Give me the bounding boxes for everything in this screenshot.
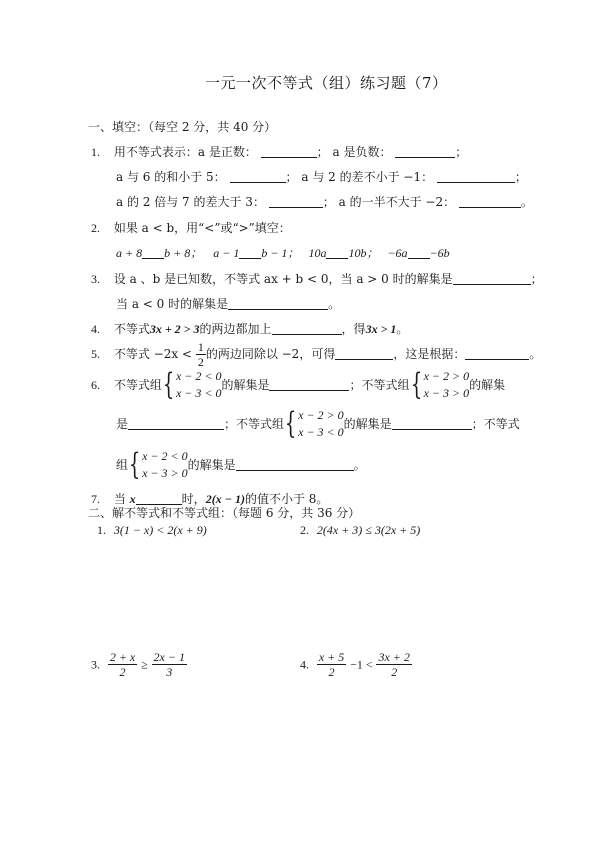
expression: x xyxy=(129,492,136,506)
expression: a − 1 xyxy=(213,246,240,260)
punctuation: 。 xyxy=(396,322,409,336)
question-3-line-1: 3. 设 a 、b 是已知数，不等式 ax + b < 0，当 a > 0 时的解集是 ； xyxy=(91,272,543,286)
question-text: 是 xyxy=(116,417,129,431)
question-text: a 与 2 的差不小于 −1： xyxy=(301,170,434,184)
question-number: 2. xyxy=(91,221,100,235)
question-text: 不等式组 xyxy=(113,378,162,392)
question-7 xyxy=(91,493,328,505)
answer-blank[interactable] xyxy=(128,418,224,430)
question-5 xyxy=(91,340,541,369)
expression: a + 8 xyxy=(116,246,143,260)
answer-blank[interactable] xyxy=(335,348,393,360)
question-number: 6. xyxy=(91,378,100,392)
question-text: 的两边同除以 −2，可得 xyxy=(205,347,336,361)
question-text: a 与 6 的和小于 5： xyxy=(116,170,226,184)
question-text: 当 a < 0 时的解集是 xyxy=(116,297,229,311)
question-text: 的解集是 xyxy=(221,378,270,392)
punctuation: 。 xyxy=(328,297,341,311)
fraction: $\frac{x + 5}{2}$ xyxy=(318,650,345,679)
question-number: 5. xyxy=(91,347,100,361)
answer-blank[interactable] xyxy=(453,273,531,285)
expression: b − 1； xyxy=(261,246,300,260)
answer-blank[interactable] xyxy=(395,146,455,158)
question-6-line-1 xyxy=(91,368,505,402)
question-text: 不等式 xyxy=(113,322,150,336)
answer-blank[interactable] xyxy=(269,196,323,208)
expression: b + 8； xyxy=(164,246,203,260)
expression: 3x + 2 > 3 xyxy=(149,322,200,336)
question-2-line-2 xyxy=(116,247,450,259)
problem-number: 4. xyxy=(300,657,309,672)
answer-blank[interactable] xyxy=(230,171,286,183)
question-text: 设 a 、b 是已知数，不等式 ax + b < 0，当 a > 0 时的解集是 xyxy=(113,272,453,286)
brace: { xyxy=(284,406,297,441)
question-text: a 的 2 倍与 7 的差大于 3： xyxy=(116,195,265,209)
question-text: a 是正数： xyxy=(197,145,257,159)
operator: ≥ xyxy=(141,657,148,672)
expression: −6b xyxy=(429,246,450,260)
question-text: ；不等式 xyxy=(471,417,520,431)
answer-blank[interactable] xyxy=(437,171,515,183)
problem-4 xyxy=(300,650,412,679)
brace: { xyxy=(128,447,141,482)
question-text: 组 xyxy=(116,458,129,472)
question-6-line-3 xyxy=(116,448,366,482)
question-text: a 的一半不大于 −2： xyxy=(338,195,456,209)
punctuation: 。 xyxy=(353,458,366,472)
question-text: 当 xyxy=(113,492,126,506)
operator: −1 < xyxy=(350,657,373,672)
question-text: 用不等式表示： xyxy=(113,145,198,159)
fraction: $\frac{3x + 2}{2}$ xyxy=(378,650,410,679)
question-text: 的两边都加上 xyxy=(199,322,272,336)
question-1-line-2: a 与 6 的和小于 5： ； a 与 2 的差不小于 −1： ； xyxy=(116,170,527,184)
answer-blank[interactable] xyxy=(326,247,348,259)
punctuation: 。 xyxy=(529,347,542,361)
problem-3 xyxy=(91,650,187,679)
fraction: $\frac{2x - 1}{3}$ xyxy=(153,650,185,679)
problem-number: 2. xyxy=(300,523,309,537)
page-title: 一元一次不等式（组）练习题（7） xyxy=(205,74,448,92)
fraction: $\frac{2 + x}{2}$ xyxy=(109,650,136,679)
question-1-line-1: 1. 用不等式表示：a 是正数： ； a 是负数： ； xyxy=(91,145,468,159)
answer-blank[interactable] xyxy=(142,247,164,259)
question-text: 如果 a < b，用“<”或“>”填空： xyxy=(113,221,291,235)
inequality-system: x − 2 < 0 x − 3 < 0 xyxy=(175,369,222,400)
answer-blank[interactable] xyxy=(465,348,529,360)
answer-blank[interactable] xyxy=(228,298,328,310)
answer-blank[interactable] xyxy=(269,379,349,391)
section-2-heading: 二、解不等式和不等式组：（每题 6 分，共 36 分） xyxy=(88,506,361,520)
question-text: 的解集 xyxy=(469,378,506,392)
question-number: 4. xyxy=(91,322,100,336)
answer-blank[interactable] xyxy=(261,146,317,158)
answer-blank[interactable] xyxy=(272,323,342,335)
problem-number: 1. xyxy=(97,523,106,537)
question-1-line-3: a 的 2 倍与 7 的差大于 3： ； a 的一半不大于 −2： 。 xyxy=(116,195,533,209)
brace: { xyxy=(410,367,422,402)
inequality-system: x − 2 > 0 x − 3 > 0 xyxy=(423,369,470,400)
question-text: ；不等式组 xyxy=(224,417,285,431)
expression: −6a xyxy=(387,246,408,260)
expression: 2(x − 1) xyxy=(205,492,245,506)
question-6-line-2 xyxy=(116,407,520,441)
question-text: 的解集是 xyxy=(343,417,392,431)
question-text: 的解集是 xyxy=(187,458,236,472)
question-number: 3. xyxy=(91,272,100,286)
expression: 10b； xyxy=(348,246,379,260)
section-1-heading: 一、填空：（每空 2 分，共 40 分） xyxy=(88,120,277,134)
question-text: 的值不小于 8。 xyxy=(244,492,329,506)
problem-2 xyxy=(300,524,420,536)
answer-blank[interactable] xyxy=(408,247,430,259)
question-text: 不等式 −2x < xyxy=(113,347,192,361)
question-text: ，得 xyxy=(341,322,366,336)
expression: 2(4x + 3) ≤ 3(2x + 5) xyxy=(316,523,421,537)
question-number: 7. xyxy=(91,492,100,506)
expression: 3x > 1 xyxy=(365,322,397,336)
question-text: a 是负数： xyxy=(332,145,392,159)
expression: 10a xyxy=(308,246,327,260)
question-number: 1. xyxy=(91,145,100,159)
fraction: $\frac{1}{2}$ xyxy=(197,340,204,369)
inequality-system: x − 2 > 0 x − 3 < 0 xyxy=(298,408,344,439)
answer-blank[interactable] xyxy=(136,493,182,505)
question-text: ，这是根据： xyxy=(393,347,466,361)
question-3-line-2 xyxy=(116,298,340,310)
question-text: 时， xyxy=(181,492,206,506)
expression: 3(1 − x) < 2(x + 9) xyxy=(113,523,207,537)
problem-number: 3. xyxy=(91,657,100,672)
answer-blank[interactable] xyxy=(459,196,521,208)
inequality-system: x − 2 < 0 x − 3 > 0 xyxy=(142,449,188,480)
answer-blank[interactable] xyxy=(239,247,261,259)
answer-blank[interactable] xyxy=(236,459,354,471)
problem-1 xyxy=(97,524,207,536)
question-4 xyxy=(91,323,408,335)
question-text: ；不等式组 xyxy=(349,378,410,392)
answer-blank[interactable] xyxy=(392,418,472,430)
question-2-line-1 xyxy=(91,222,291,234)
brace: { xyxy=(162,367,175,402)
